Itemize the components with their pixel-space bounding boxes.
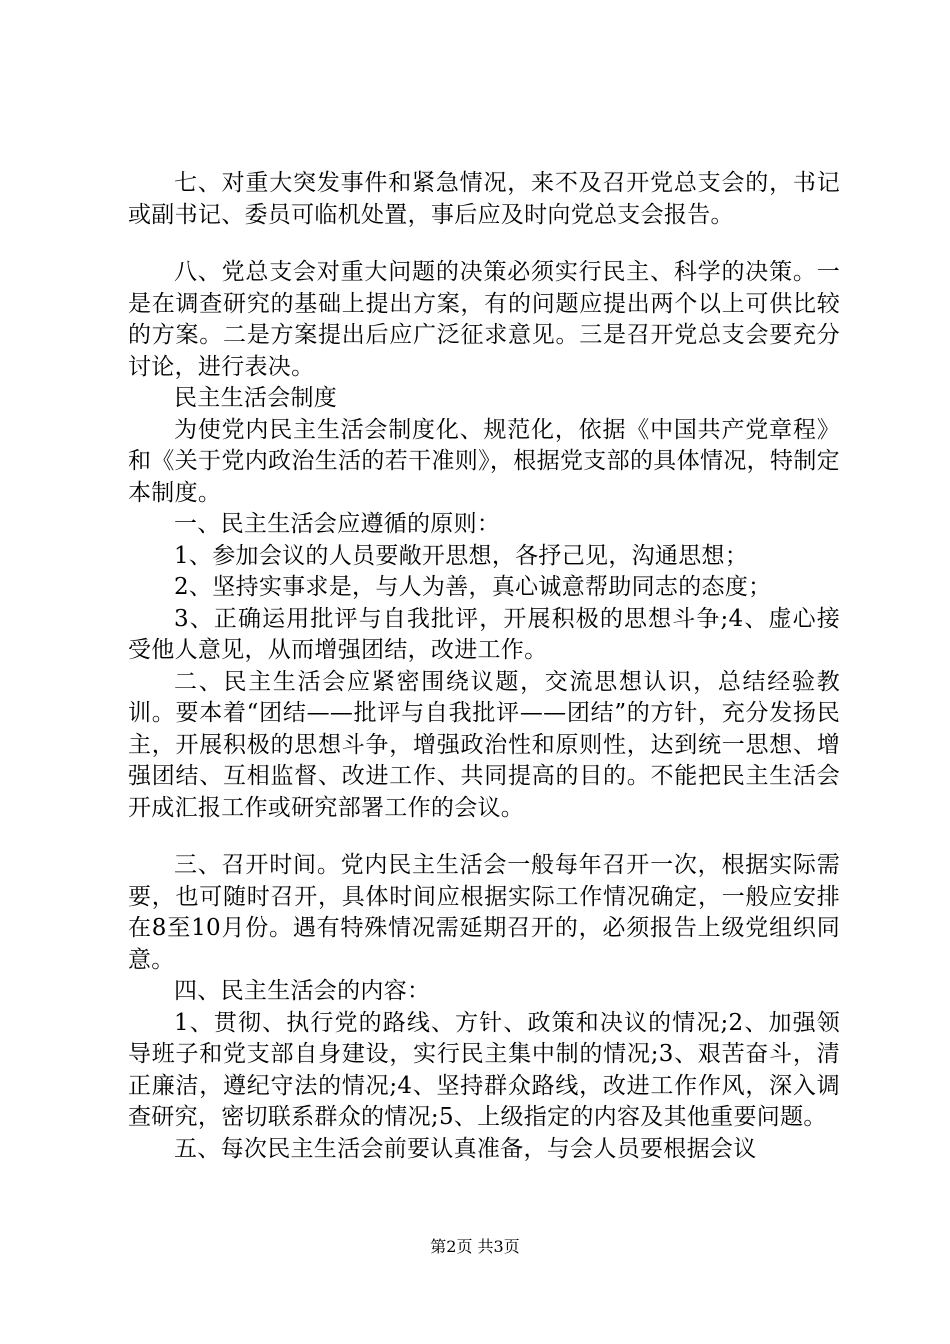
page-footer: 第2页 共3页 <box>430 1237 520 1256</box>
paragraph-three: 三、召开时间。党内民主生活会一般每年召开一次，根据实际需要，也可随时召开，具体时间应根据实际工作情况确定，一般应安排在8至10月份。遇有特殊情况需延期召开的，必须报告上级党组织同意。 <box>128 852 840 973</box>
section-heading: 民主生活会制度 <box>174 385 338 411</box>
paragraph-intro: 为使党内民主生活会制度化、规范化，依据《中国共产党章程》和《关于党内政治生活的若干准则》，根据党支部的具体情况，特制定本制度。 <box>128 416 840 506</box>
paragraph-four-heading: 四、民主生活会的内容： <box>174 978 431 1004</box>
paragraph-two: 二、民主生活会应紧密围绕议题，交流思想认识，总结经验教训。要本着“团结——批评与自我批评——团结”的方针，充分发扬民主，开展积极的思想斗争，增强政治性和原则性，达到统一思想、增强团结、互相监督、改进工作、共同提高的目的。不能把民主生活会开成汇报工作或研究部署工作的会议。 <box>128 668 840 821</box>
paragraph-principle-3: 3、正确运用批评与自我批评，开展积极的思想斗争;4、虚心接受他人意见，从而增强团结，改进工作。 <box>128 605 840 663</box>
paragraph-four-content: 1、贯彻、执行党的路线、方针、政策和决议的情况;2、加强领导班子和党支部自身建设，实行民主集中制的情况;3、艰苦奋斗，清正廉洁，遵纪守法的情况;4、坚持群众路线，改进工作作风，深入调查研究，密切联系群众的情况;5、上级指定的内容及其他重要问题。 <box>128 1009 840 1130</box>
paragraph-principles-heading: 一、民主生活会应遵循的原则： <box>174 511 501 537</box>
paragraph-principle-2: 2、坚持实事求是，与人为善，真心诚意帮助同志的态度； <box>174 574 772 600</box>
paragraph-seven: 七、对重大突发事件和紧急情况，来不及召开党总支会的，书记或副书记、委员可临机处置，事后应及时向党总支会报告。 <box>128 170 840 228</box>
paragraph-five: 五、每次民主生活会前要认真准备，与会人员要根据会议 <box>174 1135 757 1162</box>
paragraph-principle-1: 1、参加会议的人员要敞开思想，各抒己见，沟通思想； <box>174 542 749 569</box>
paragraph-eight: 八、党总支会对重大问题的决策必须实行民主、科学的决策。一是在调查研究的基础上提出方案，有的问题应提出两个以上可供比较的方案。二是方案提出后应广泛征求意见。三是召开党总支会要充分讨论，进行表决。 <box>128 259 840 380</box>
document-body <box>128 168 840 1165</box>
